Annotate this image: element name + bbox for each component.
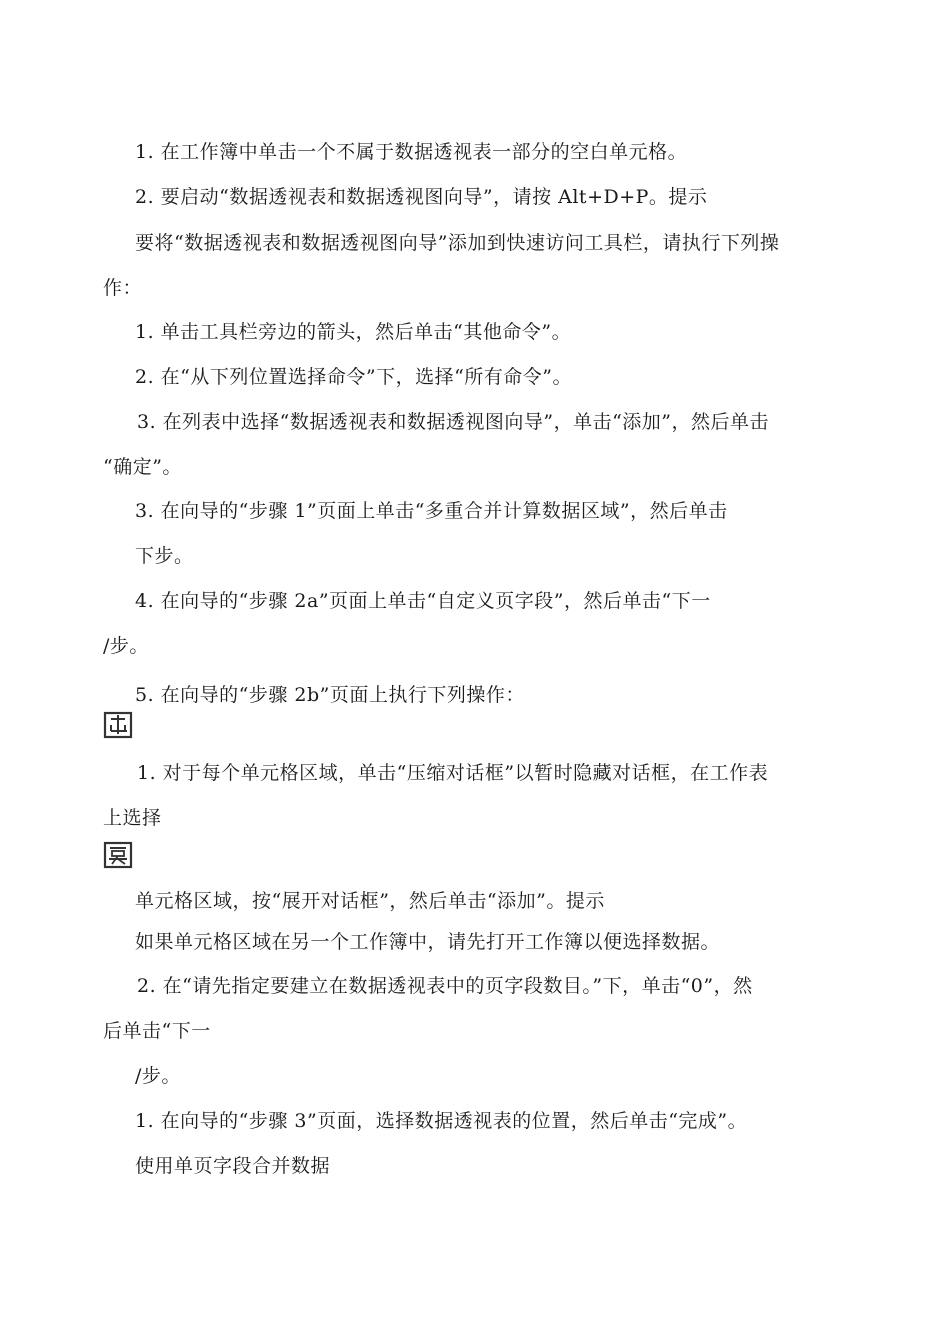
- collapse-dialog-icon: [103, 710, 133, 740]
- tip-add-to-toolbar: 要将“数据透视表和数据透视图向导”添加到快速访问工具栏，请执行下列操: [135, 232, 780, 254]
- expand-dialog-instruction: 单元格区域，按“展开对话框”，然后单击“添加”。提示: [135, 890, 605, 912]
- step-3-multiple-ranges: 3. 在向导的“步骤 1”页面上单击“多重合并计算数据区域”，然后单击: [135, 500, 728, 522]
- substep-2-choose-commands: 2. 在“从下列位置选择命令”下，选择“所有命令”。: [135, 366, 573, 388]
- step-4-custom-page-fields: 4. 在向导的“步骤 2a”页面上单击“自定义页字段”，然后单击“下一: [135, 590, 711, 612]
- page-field-count-instruction: 2. 在“请先指定要建立在数据透视表中的页字段数目。”下，单击“0”，然: [137, 975, 753, 997]
- page-field-count-instruction-cont-2: /步。: [135, 1065, 181, 1087]
- substep-3-select-wizard-cont: “确定”。: [103, 456, 182, 478]
- substep-1-click-arrow: 1. 单击工具栏旁边的箭头，然后单击“其他命令”。: [135, 321, 572, 343]
- step-3-finish: 1. 在向导的“步骤 3”页面，选择数据透视表的位置，然后单击“完成”。: [135, 1110, 748, 1132]
- step-1-blank-cell: 1. 在工作簿中单击一个不属于数据透视表一部分的空白单元格。: [135, 141, 688, 163]
- expand-dialog-icon: [103, 840, 133, 870]
- step-5-page-2b: 5. 在向导的“步骤 2b”页面上执行下列操作：: [135, 684, 525, 706]
- tip-other-workbook: 如果单元格区域在另一个工作簿中，请先打开工作簿以便选择数据。: [135, 931, 721, 953]
- page-field-count-instruction-cont: 后单击“下一: [103, 1020, 211, 1042]
- step-2-start-wizard: 2. 要启动“数据透视表和数据透视图向导”，请按 Alt+D+P。提示: [135, 186, 708, 208]
- tip-add-to-toolbar-cont: 作：: [103, 277, 143, 299]
- collapse-dialog-instruction-cont: 上选择: [103, 807, 162, 829]
- substep-3-select-wizard: 3. 在列表中选择“数据透视表和数据透视图向导”，单击“添加”，然后单击: [137, 411, 770, 433]
- collapse-dialog-instruction: 1. 对于每个单元格区域，单击“压缩对话框”以暂时隐藏对话框，在工作表: [137, 762, 769, 784]
- step-4-custom-page-fields-cont: /步。: [103, 635, 149, 657]
- step-3-multiple-ranges-cont: 下步。: [135, 545, 194, 567]
- section-heading-single-page-field: 使用单页字段合并数据: [135, 1155, 331, 1177]
